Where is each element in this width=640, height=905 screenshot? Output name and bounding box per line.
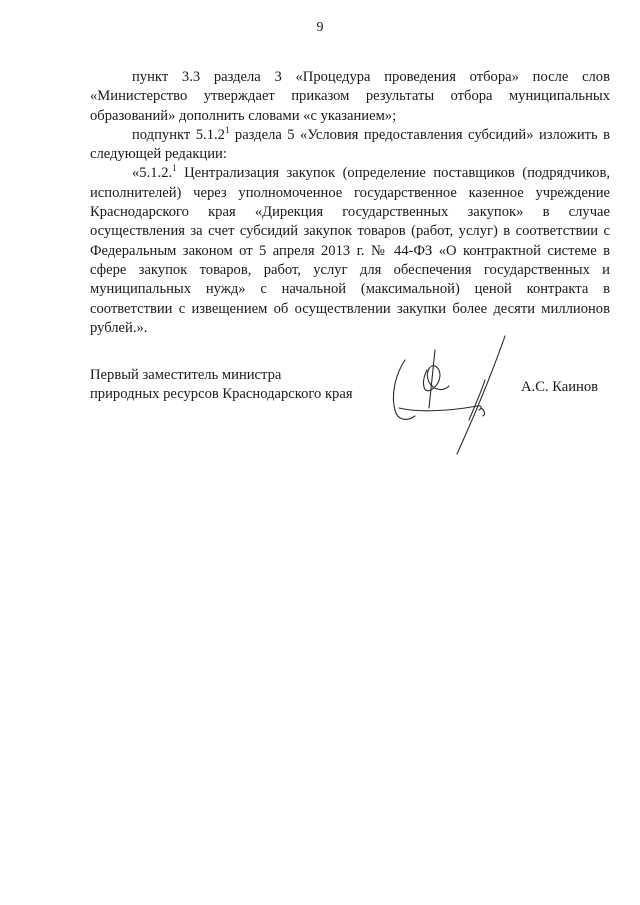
signatory-name: А.С. Каинов	[521, 379, 599, 395]
page-number: 9	[316, 20, 324, 35]
superscript-index: 1	[224, 125, 230, 136]
signatory-position-line-2: природных ресурсов Краснодарского края	[90, 386, 353, 403]
paragraph-text: раздела 5 «Условия предоставления субсидий» изложить в следующей редакции:	[90, 126, 611, 163]
paragraph-text: Централизация закупок (определение поставщиков (подрядчиков, исполнителей) через уполномоченное государственное казенное учреждение Краснодарского края «Дирекция государственных закупок» в случае осуществления за счет субсидий закупок товаров (работ, услуг) в соответствии с Федеральным законом от 5 апреля 2013 г. № 44-ФЗ «О контрактной системе в сфере закупок товаров, работ, услуг для обеспечения государственных и муниципальных нужд» с начальной (максимальной) ценой контракта в соответствии с извещением об осуществлении закупки более десяти миллионов рублей.».	[90, 165, 610, 336]
paragraph-point-3-3: пункт 3.3 раздела 3 «Процедура проведения отбора» после слов «Министерство утверждает приказом результаты отбора муниципальных образований» дополнить словами «с указанием»;	[90, 69, 610, 124]
superscript-index: 1	[172, 163, 177, 174]
handwritten-signature	[385, 330, 525, 460]
paragraph-text: подпункт 5.1.2	[132, 126, 225, 143]
paragraph-subpoint-5-1-2	[90, 126, 610, 165]
document-body	[90, 68, 610, 338]
signatory-position-line-1: Первый заместитель министра	[90, 367, 282, 383]
paragraph-new-wording	[90, 164, 610, 338]
paragraph-text: «5.1.2.	[132, 165, 173, 182]
signatory-position	[90, 366, 353, 405]
